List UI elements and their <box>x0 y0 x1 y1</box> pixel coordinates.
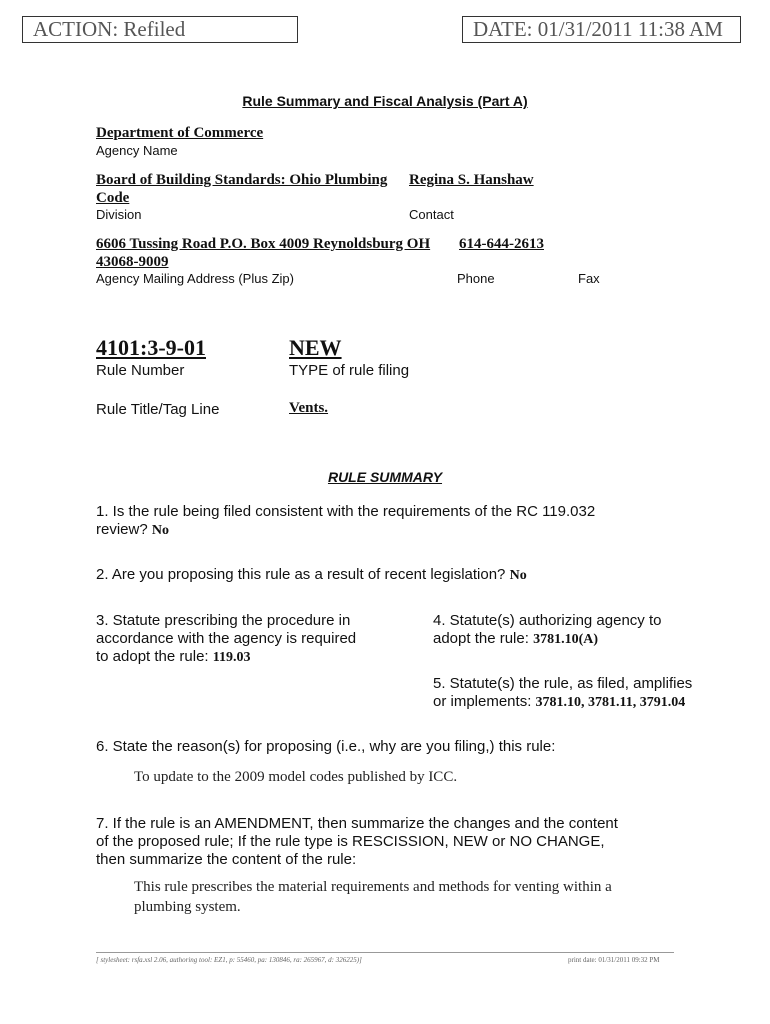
question-3-line1: 3. Statute prescribing the procedure in <box>96 612 351 629</box>
question-2-answer: No <box>509 568 527 583</box>
question-7-line1: 7. If the rule is an AMENDMENT, then summarize the changes and the content <box>96 815 618 832</box>
division-value: Board of Building Standards: Ohio Plumbing <box>96 172 388 188</box>
contact-label: Contact <box>409 207 454 222</box>
question-1-line1: 1. Is the rule being filed consistent with the requirements of the RC 119.032 <box>96 503 596 520</box>
question-6-answer: To update to the 2009 model codes published by ICC. <box>134 769 458 785</box>
footer-divider <box>96 952 674 953</box>
question-7-answer <box>134 877 612 917</box>
question-4 <box>433 612 733 649</box>
rule-number-label: Rule Number <box>96 362 185 379</box>
question-3 <box>96 612 396 667</box>
question-5-line2: or implements: <box>433 693 532 710</box>
date-box <box>462 16 741 43</box>
address-value: 6606 Tussing Road P.O. Box 4009 Reynoldsburg OH <box>96 236 431 252</box>
question-5-answer: 3781.10, 3781.11, 3791.04 <box>535 695 686 710</box>
agency-name-label: Agency Name <box>96 143 178 158</box>
question-4-line2: adopt the rule: <box>433 630 529 647</box>
question-1 <box>96 503 595 540</box>
question-3-answer: 119.03 <box>212 650 251 665</box>
footer-stylesheet-info: [ stylesheet: rsfa.xsl 2.06, authoring tool: EZ1, p: 55460, pa: 130846, ra: 265967, d: 326225)] <box>96 956 362 964</box>
action-box <box>22 16 298 43</box>
question-3-line3: to adopt the rule: <box>96 648 209 665</box>
contact-value: Regina S. Hanshaw <box>409 172 534 188</box>
summary-heading: RULE SUMMARY <box>327 469 443 485</box>
action-text: ACTION: Refiled <box>33 17 186 41</box>
question-5-line1: 5. Statute(s) the rule, as filed, amplifies <box>433 675 693 692</box>
agency-name-value: Department of Commerce <box>96 125 264 141</box>
rule-title-value: Vents. <box>289 400 329 416</box>
question-7-line2: of the proposed rule; If the rule type is RESCISSION, NEW or NO CHANGE, <box>96 833 605 850</box>
phone-value: 614-644-2613 <box>459 236 544 252</box>
rule-title-label: Rule Title/Tag Line <box>96 401 220 418</box>
phone-label: Phone <box>457 271 495 286</box>
rule-type-label: TYPE of rule filing <box>289 362 410 379</box>
footer-print-date: print date: 01/31/2011 09:32 PM <box>568 956 660 964</box>
question-5 <box>433 675 753 712</box>
question-2 <box>96 566 527 585</box>
question-7 <box>96 815 618 869</box>
question-2-text: 2. Are you proposing this rule as a result of recent legislation? <box>96 566 506 583</box>
question-1-answer: No <box>151 523 169 538</box>
question-6-text: 6. State the reason(s) for proposing (i.e., why are you filing,) this rule: <box>96 738 556 755</box>
fax-label: Fax <box>578 271 600 286</box>
address-label: Agency Mailing Address (Plus Zip) <box>96 271 294 286</box>
question-4-answer: 3781.10(A) <box>533 632 599 647</box>
page-title: Rule Summary and Fiscal Analysis (Part A) <box>242 93 528 109</box>
question-1-line2: review? <box>96 521 148 538</box>
date-text: DATE: 01/31/2011 11:38 AM <box>473 17 723 41</box>
question-7-answer-line2: plumbing system. <box>134 899 241 915</box>
rule-type-value: NEW <box>289 335 342 360</box>
rule-number-value: 4101:3-9-01 <box>96 335 206 360</box>
question-7-answer-line1: This rule prescribes the material requirements and methods for venting within a <box>134 879 612 895</box>
division-label: Division <box>96 207 142 222</box>
question-4-line1: 4. Statute(s) authorizing agency to <box>433 612 662 629</box>
question-7-line3: then summarize the content of the rule: <box>96 851 357 868</box>
address-value-cont: 43068-9009 <box>96 254 169 270</box>
question-3-line2: accordance with the agency is required <box>96 630 357 647</box>
division-value-cont: Code <box>96 190 130 206</box>
